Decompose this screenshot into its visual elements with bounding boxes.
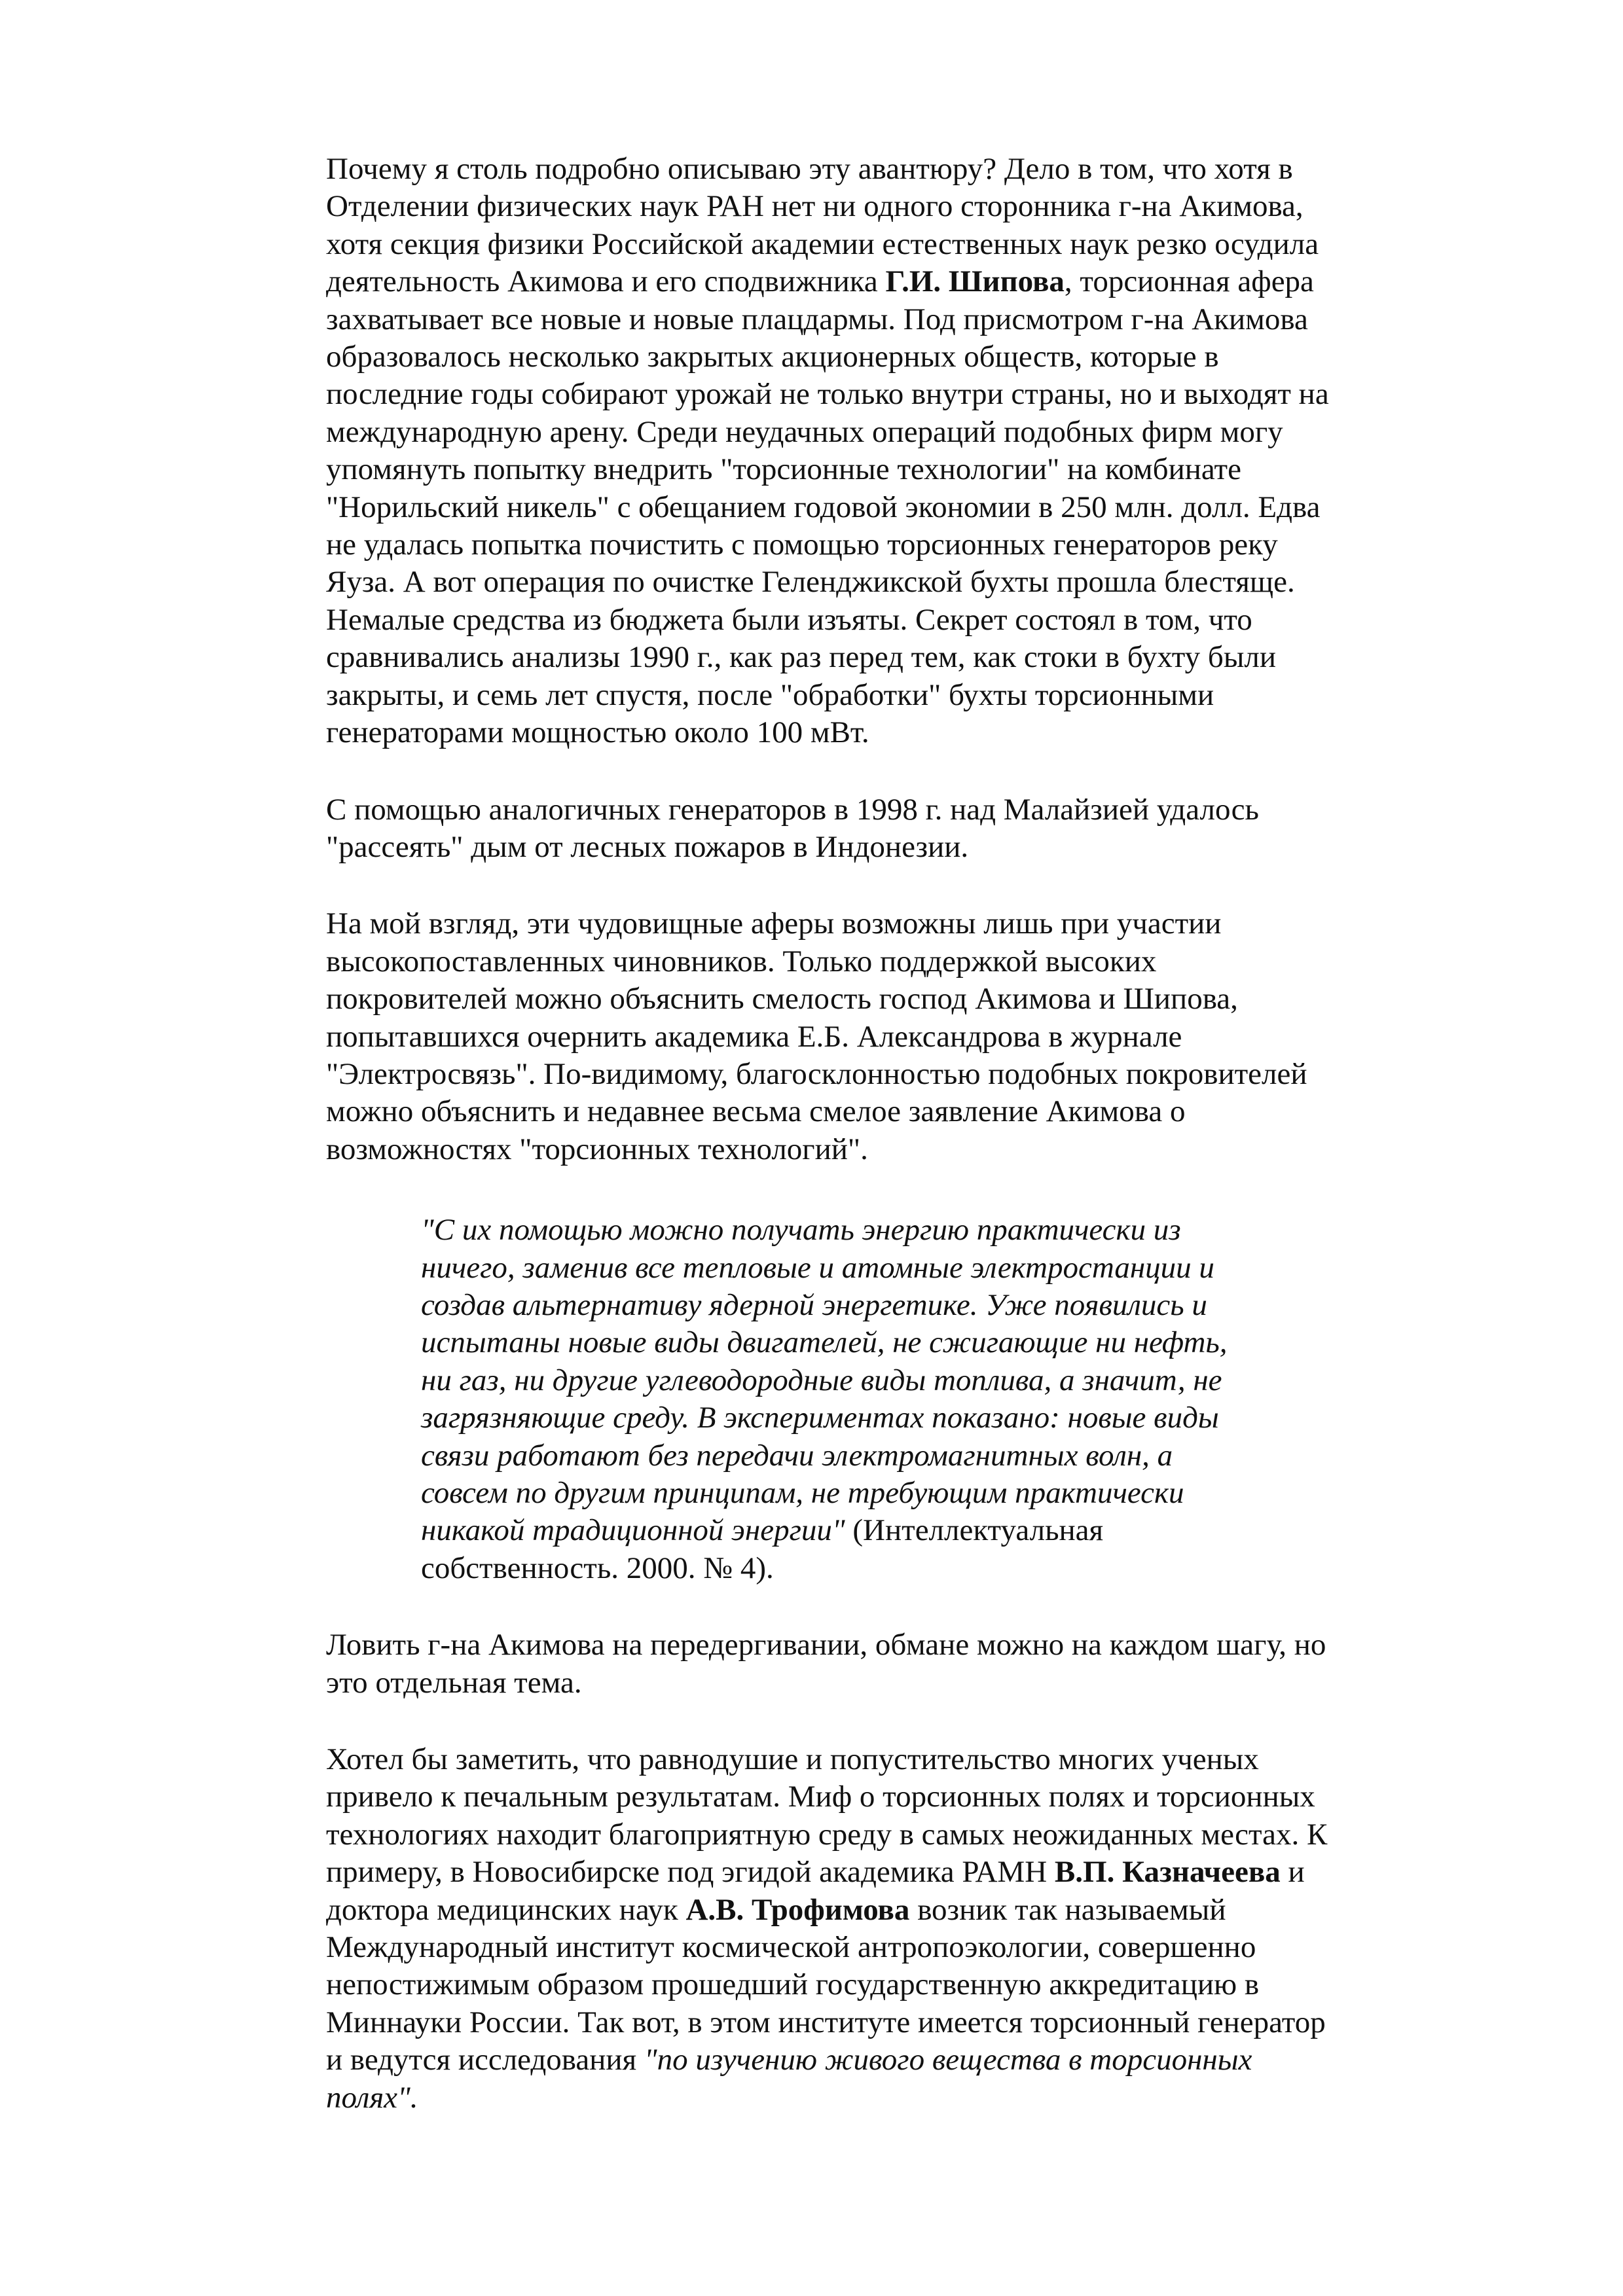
quote-line: ни газ, ни другие углеводородные виды топлива, а значит, не [421,1363,1222,1397]
paragraph-malaysia [326,791,1439,867]
text-line: попытавшихся очернить академика Е.Б. Александрова в журнале [326,1019,1182,1054]
quote-run: никакой традиционной энергии" [421,1513,845,1548]
text-line: Международный институт космической антропоэкологии, совершенно [326,1930,1256,1965]
text-run: и ведутся исследования [326,2043,644,2077]
text-line: это отдельная тема. [326,1665,582,1700]
paragraph-catch-akimov [326,1626,1439,1702]
text-line: не удалась попытка почистить с помощью торсионных генераторов реку [326,528,1278,562]
text-run: деятельность Акимова и его сподвижника [326,264,886,299]
text-run: возник так называемый [909,1892,1226,1927]
text-run: доктора медицинских наук [326,1892,686,1927]
quote-line: ничего, заменив все тепловые и атомные электростанции и [421,1250,1214,1285]
text-line: последние годы собирают урожай не только внутри страны, но и выходят на [326,377,1329,412]
text-line: возможностях "торсионных технологий". [326,1132,868,1166]
italic-quote-run: "по изучению живого вещества в торсионных [644,2043,1252,2077]
text-line [326,2041,1439,2079]
quote-line [421,1512,1439,1549]
text-line: сравнивались анализы 1990 г., как раз перед тем, как стоки в бухту были [326,640,1277,675]
quote-line: связи работают без передачи электромагнитных волн, а [421,1438,1173,1473]
text-run: примеру, в Новосибирске под эгидой академика РАМН [326,1855,1055,1890]
text-line: покровителей можно объяснить смелость господ Акимова и Шипова, [326,982,1238,1016]
quote-line: создав альтернативу ядерной энергетике. Уже появились и [421,1287,1207,1322]
text-line: можно объяснить и недавнее весьма смелое заявление Акимова о [326,1094,1186,1129]
text-line [326,263,1439,300]
text-line: "Электросвязь". По-видимому, благосклонностью подобных покровителей [326,1056,1307,1091]
text-line: Ловить г-на Акимова на передергивании, обмане можно на каждом шагу, но [326,1628,1326,1662]
block-quote [421,1211,1439,1587]
text-line: высокопоставленных чиновников. Только поддержкой высоких [326,944,1157,978]
text-line: Хотел бы заметить, что равнодушие и попустительство многих ученых [326,1742,1259,1777]
text-line: "рассеять" дым от лесных пожаров в Индонезии. [326,829,969,864]
paragraph-novosibirsk-institute [326,1741,1439,2117]
text-run: , торсионная афера [1064,264,1314,299]
text-line: Отделении физических наук РАН нет ни одного сторонника г-на Акимова, [326,189,1304,224]
text-line: Яуза. А вот операция по очистке Геленджикской бухты прошла блестяще. [326,565,1295,600]
paragraph-officials [326,905,1439,1168]
text-line: технологиях находит благоприятную среду в самых неожиданных местах. К [326,1817,1328,1852]
paragraph-torsion-fraud [326,151,1439,752]
text-line [326,1892,1439,1929]
text-line: закрыты, и семь лет спустя, после "обработки" бухты торсионными [326,677,1214,712]
text-line: упомянуть попытку внедрить "торсионные технологии" на комбинате [326,452,1241,487]
text-line: На мой взгляд, эти чудовищные аферы возможны лишь при участии [326,906,1222,941]
text-line: Почему я столь подробно описываю эту авантюру? Дело в том, что хотя в [326,152,1293,186]
text-line: международную арену. Среди неудачных операций подобных фирм могу [326,414,1283,449]
text-line: захватывает все новые и новые плацдармы. Под присмотром г-на Акимова [326,302,1308,336]
text-line [326,1854,1439,1891]
quote-line: "С их помощью можно получать энергию практически из [421,1213,1181,1247]
text-line: непостижимым образом прошедший государственную аккредитацию в [326,1967,1260,2002]
italic-quote-line: полях". [326,2080,418,2115]
text-line: "Норильский никель" с обещанием годовой экономии в 250 млн. долл. Едва [326,490,1321,524]
citation-source: (Интеллектуальная [845,1513,1104,1548]
text-line: образовалось несколько закрытых акционерных обществ, которые в [326,340,1219,374]
text-line: генераторами мощностью около 100 мВт. [326,715,869,750]
paragraph-spacer [326,866,1439,905]
bold-name-kaznacheev: В.П. Казначеева [1054,1855,1281,1890]
text-run: и [1280,1855,1305,1890]
document-page [326,151,1439,2117]
citation-source-line: собственность. 2000. № 4). [421,1551,774,1585]
quote-line: совсем по другим принципам, не требующим практически [421,1476,1184,1510]
paragraph-spacer [326,752,1439,791]
paragraph-spacer [326,1587,1439,1626]
text-line: С помощью аналогичных генераторов в 1998 г. над Малайзией удалось [326,792,1259,827]
quote-line: испытаны новые виды двигателей, не сжигающие ни нефть, [421,1325,1228,1360]
bold-name-trofimov: А.В. Трофимова [685,1892,910,1927]
quote-line: загрязняющие среду. В экспериментах показано: новые виды [421,1401,1219,1435]
text-line: привело к печальным результатам. Миф о торсионных полях и торсионных [326,1780,1315,1814]
paragraph-spacer [326,1168,1439,1211]
paragraph-spacer [326,1702,1439,1741]
text-line: Немалые средства из бюджета были изъяты. Секрет состоял в том, что [326,602,1252,637]
text-line: Миннауки России. Так вот, в этом институте имеется торсионный генератор [326,2005,1326,2039]
text-line: хотя секция физики Российской академии естественных наук резко осудила [326,226,1319,261]
bold-name-shipov: Г.И. Шипова [885,264,1065,299]
